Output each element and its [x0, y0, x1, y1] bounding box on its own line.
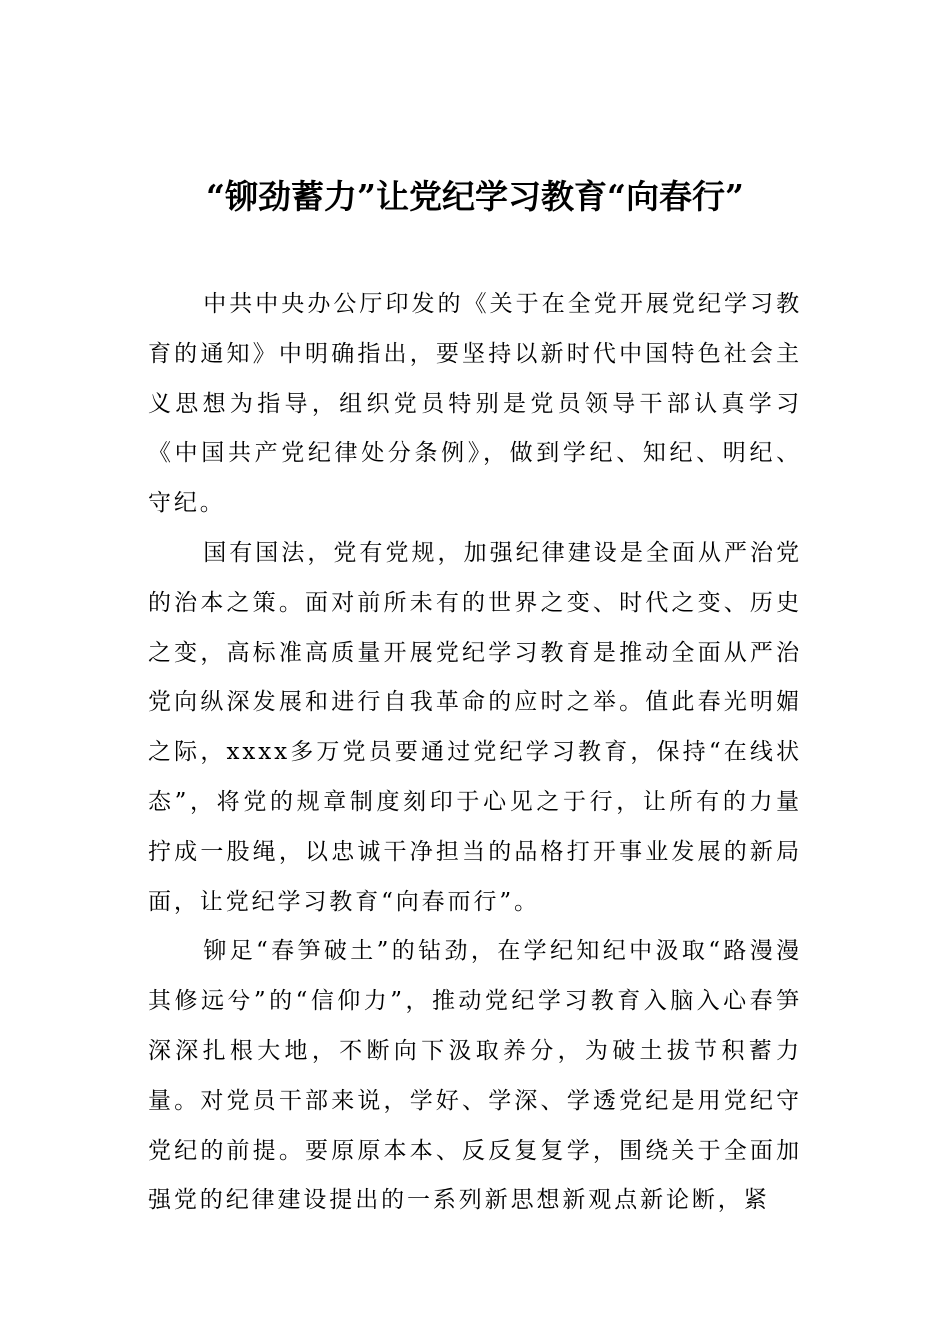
- paragraph-2: 国有国法，党有党规，加强纪律建设是全面从严治党的治本之策。面对前所未有的世界之变、时代之变、历史之变，高标准高质量开展党纪学习教育是推动全面从严治党向纵深发展和进行自我革命的应时之举。值此春光明媚之际，xxxx多万党员要通过党纪学习教育，保持“在线状态”，将党的规章制度刻印于心见之于行，让所有的力量拧成一股绳，以忠诚干净担当的品格打开事业发展的新局面，让党纪学习教育“向春而行”。: [148, 539, 802, 915]
- paragraph-1: 中共中央办公厅印发的《关于在全党开展党纪学习教育的通知》中明确指出，要坚持以新时代中国特色社会主义思想为指导，组织党员特别是党员领导干部认真学习《中国共产党纪律处分条例》，做到学纪、知纪、明纪、守纪。: [148, 291, 802, 517]
- document-title: “铆劲蓄力”让党纪学习教育“向春行”: [206, 177, 744, 216]
- document-body: [148, 280, 802, 1226]
- paragraph-3: 铆足“春笋破土”的钻劲，在学纪知纪中汲取“路漫漫其修远兮”的“信仰力”，推动党纪学习教育入脑入心春笋深深扎根大地，不断向下汲取养分，为破土拔节积蓄力量。对党员干部来说，学好、学深、学透党纪是用党纪守党纪的前提。要原原本本、反反复复学，围绕关于全面加强党的纪律建设提出的一系列新思想新观点新论断，紧: [148, 938, 802, 1214]
